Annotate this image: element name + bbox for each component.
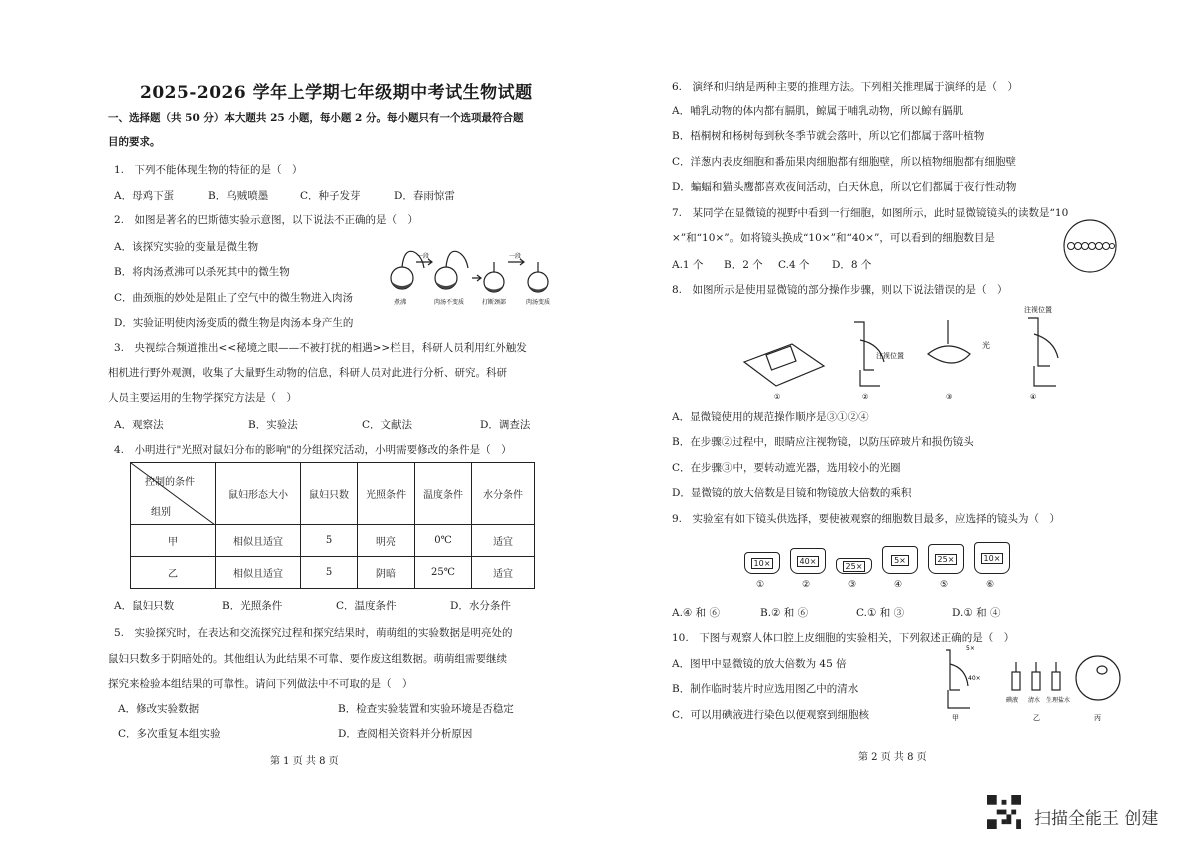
q7-option-b: B．2 个: [724, 259, 763, 271]
q7-line2: ×”和“10×”。如将镜头换成“10×”和“40×”，可以看到的细胞数目是: [672, 232, 995, 244]
q4-option-c: C．温度条件: [336, 600, 397, 612]
q1-option-c: C．种子发芽: [300, 190, 361, 202]
right-page: [672, 0, 1122, 847]
lens-barrel: [928, 544, 964, 574]
q8-option-d: D．显微镜的放大倍数是目镜和物镜放大倍数的乘积: [672, 487, 912, 499]
bottle-label-1: 碘液: [1006, 697, 1019, 704]
pasteur-experiment-figure: [380, 238, 558, 310]
table-cell: 甲: [131, 525, 216, 557]
q7-option-d: D．8 个: [832, 259, 872, 271]
table-cell: 适宜: [472, 557, 535, 589]
q6-option-c: C．洋葱内表皮细胞和番茄果肉细胞都有细胞壁，所以植物细胞都有细胞壁: [672, 156, 1017, 168]
lens-barrel: [836, 558, 872, 574]
table-cell: 5: [301, 525, 358, 557]
lens-item: [836, 558, 872, 590]
q5-option-c: C．多次重复本组实验: [118, 728, 221, 740]
table-cell: 阴暗: [358, 557, 415, 589]
lens-item: [974, 542, 1010, 590]
page-footer-2: 第 2 页 共 8 页: [858, 752, 927, 763]
q9-option-c: C.① 和 ③: [856, 607, 905, 619]
q7-option-a: A.1 个: [672, 259, 704, 271]
q3-option-d: D．调查法: [480, 419, 531, 431]
lens-number: ⑥: [986, 580, 995, 590]
q9-option-b: B.② 和 ⑥: [760, 607, 809, 619]
q9-stem: 9. 实验室有如下镜头供选择，要使被观察的细胞数目最多，应选择的镜头为（ ）: [672, 513, 1061, 525]
q9-option-d: D.① 和 ④: [952, 607, 1001, 619]
q3-line1: 3. 央视综合频道推出<<秘境之眼——不被打扰的相遇>>栏目，科研人员利用红外触发: [114, 342, 527, 354]
q1-stem: 1. 下列不能体现生物的特征的是（ ）: [114, 164, 303, 176]
q8-option-b: B．在步骤②过程中，眼睛应注视物镜，以防压碎玻片和损伤镜头: [672, 436, 974, 448]
q3-line2: 相机进行野外观测，收集了大量野生动物的信息，科研人员对此进行分析、研究。科研: [108, 367, 507, 379]
q2-option-d: D．实验证明使肉汤变质的微生物是肉汤本身产生的: [114, 317, 354, 329]
left-page: [108, 0, 551, 847]
fig-arrow-label-1: 一段: [417, 253, 430, 260]
step-label-1: ①: [774, 393, 781, 401]
step-label-3: ③: [946, 393, 953, 401]
q4-option-b: B．光照条件: [222, 600, 283, 612]
lens-magnification: 40×: [797, 556, 820, 567]
step-label-2: ②: [862, 393, 869, 401]
q2-option-b: B．将肉汤煮沸可以杀死其中的微生物: [114, 266, 290, 278]
lens-magnification: 25×: [935, 554, 958, 565]
lens-barrel: [790, 548, 826, 574]
q10-option-c: C．可以用碘液进行染色以便观察到细胞核: [672, 709, 870, 721]
q4-option-d: D．水分条件: [450, 600, 511, 612]
q1-option-b: B．乌贼喷墨: [208, 190, 269, 202]
fig-label-2: 肉汤不变质: [434, 299, 465, 306]
lens-magnification: 25×: [843, 561, 866, 572]
fig-note-gaze-1: 注视位置: [876, 352, 904, 360]
q3-option-b: B．实验法: [248, 419, 298, 431]
table-cell: 适宜: [472, 525, 535, 557]
q6-option-b: B．梧桐树和杨树每到秋冬季节就会落叶，所以它们都属于落叶植物: [672, 130, 985, 142]
lens-number: ④: [894, 580, 903, 590]
table-cell: 明亮: [358, 525, 415, 557]
lens-barrel: [974, 542, 1010, 574]
lens-item: [790, 548, 826, 590]
lens-barrel: [882, 546, 918, 574]
q2-stem: 2. 如图是著名的巴斯德实验示意图，以下说法不正确的是（ ）: [114, 214, 419, 226]
table-header: 温度条件: [415, 463, 472, 525]
corner-top: 控制的条件: [145, 477, 195, 488]
fig-label-jia: 甲: [952, 714, 959, 722]
lens-number: ②: [802, 580, 811, 590]
step-label-4: ④: [1030, 393, 1037, 401]
mag-label-2: 40×: [968, 675, 981, 682]
q5-option-b: B．检查实验装置和实验环境是否稳定: [338, 703, 514, 715]
lens-number: ⑤: [940, 580, 949, 590]
table-header: 鼠妇形态大小: [216, 463, 301, 525]
q5-line2: 鼠妇只数多于阴暗处的。其他组认为此结果不可靠、要作废这组数据。萌萌组需要继续: [108, 653, 507, 665]
q3-option-c: C．文献法: [362, 419, 413, 431]
exam-title: 2025-2026 学年上学期七年级期中考试生物试题: [140, 83, 533, 103]
lens-item: [928, 544, 964, 590]
section-header-cont: 目的要求。: [108, 136, 161, 148]
q4-stem: 4. 小明进行"光照对鼠妇分布的影响"的分组探究活动，小明需要修改的条件是（ ）: [114, 444, 512, 456]
lens-magnification: 5×: [891, 555, 909, 566]
q2-option-c: C．曲颈瓶的妙处是阻止了空气中的微生物进入肉汤: [114, 292, 354, 304]
q10-stem: 10. 下图与观察人体口腔上皮细胞的实验相关，下列叙述正确的是（ ）: [672, 632, 1015, 644]
lens-row: [744, 538, 1044, 594]
lens-item: [882, 546, 918, 590]
q7-line1: 7. 某同学在显微镜的视野中看到一行细胞，如图所示，此时显微镜镜头的读数是“10: [672, 207, 1069, 219]
mag-label-1: 5×: [966, 645, 975, 652]
table-cell: 5: [301, 557, 358, 589]
table-header: 水分条件: [472, 463, 535, 525]
q2-option-a: A．该探究实验的变量是微生物: [114, 241, 259, 253]
lens-barrel: [744, 552, 780, 574]
table-corner: [131, 463, 216, 525]
lens-number: ③: [848, 580, 857, 590]
table-cell: 25℃: [415, 557, 472, 589]
q1-option-a: A．母鸡下蛋: [114, 190, 175, 202]
q7-option-c: C.4 个: [778, 259, 810, 271]
q6-stem: 6. 演绎和归纳是两种主要的推理方法。下列相关推理属于演绎的是（ ）: [672, 81, 1019, 93]
q1-option-d: D．春雨惊雷: [394, 190, 455, 202]
fig-label-yi: 乙: [1033, 714, 1040, 722]
microscope-steps-figure: [734, 300, 1104, 402]
fig-note-gaze-2: 注视位置: [1024, 306, 1052, 314]
q5-option-a: A．修改实验数据: [118, 703, 200, 715]
q5-line3: 探究来检验本组结果的可靠性。请问下列做法中不可取的是（ ）: [108, 678, 413, 690]
section-header: 一、选择题（共 50 分）本大题共 25 小题，每小题 2 分。每小题只有一个选项最符合题: [108, 112, 524, 124]
q4-option-a: A．鼠妇只数: [114, 600, 175, 612]
table-row: [131, 525, 535, 557]
table-row: [131, 557, 535, 589]
fig-label-1: 煮沸: [394, 299, 407, 306]
lens-magnification: 10×: [751, 558, 774, 569]
q3-line3: 人员主要运用的生物学探究方法是（ ）: [108, 392, 297, 404]
q9-option-a: A.④ 和 ⑥: [672, 607, 721, 619]
q8-stem: 8. 如图所示是使用显微镜的部分操作步骤，则以下说法错误的是（ ）: [672, 284, 1008, 296]
scanner-watermark: 扫描全能王 创建: [1034, 809, 1159, 829]
lens-number: ①: [756, 580, 765, 590]
q10-option-a: A．图甲中显微镜的放大倍数为 45 倍: [672, 658, 847, 670]
table-cell: 0℃: [415, 525, 472, 557]
q6-option-a: A．哺乳动物的体内都有膈肌，鲸属于哺乳动物，所以鲸有膈肌: [672, 105, 964, 117]
q8-option-c: C．在步骤③中，要转动遮光器，选用较小的光圈: [672, 462, 901, 474]
fig-label-4: 肉汤变质: [526, 299, 551, 306]
q10-option-b: B．制作临时装片时应选用图乙中的清水: [672, 683, 859, 695]
q3-option-a: A．观察法: [114, 419, 164, 431]
corner-bottom: 组别: [151, 507, 171, 518]
fig-label-bing: 丙: [1094, 714, 1101, 722]
q10-figure: [936, 644, 1122, 724]
microscope-field-figure: [1062, 218, 1118, 274]
table-cell: 相似且适宜: [216, 525, 301, 557]
table-cell: 乙: [131, 557, 216, 589]
qr-code-icon: [987, 795, 1021, 829]
bottle-label-2: 清水: [1028, 697, 1041, 704]
q5-option-d: D．查阅相关资料并分析原因: [338, 728, 473, 740]
experiment-table: [130, 462, 535, 589]
fig-note-light: 光: [982, 341, 990, 350]
lens-magnification: 10×: [981, 553, 1004, 564]
fig-label-3: 打断颈部: [482, 299, 507, 306]
table-header: 鼠妇只数: [301, 463, 358, 525]
page-footer-1: 第 1 页 共 8 页: [270, 756, 339, 767]
table-header: 光照条件: [358, 463, 415, 525]
q8-option-a: A．显微镜使用的规范操作顺序是③①②④: [672, 411, 869, 423]
q5-line1: 5. 实验探究时，在表达和交流探究过程和探究结果时，萌萌组的实验数据是明亮处的: [114, 627, 513, 639]
q6-option-d: D．蝙蝠和猫头鹰都喜欢夜间活动，白天休息，所以它们都属于夜行性动物: [672, 181, 1017, 193]
bottle-label-3: 生理盐水: [1046, 697, 1071, 704]
fig-arrow-label-2: 一段: [509, 253, 522, 260]
lens-item: [744, 552, 780, 590]
table-cell: 相似且适宜: [216, 557, 301, 589]
